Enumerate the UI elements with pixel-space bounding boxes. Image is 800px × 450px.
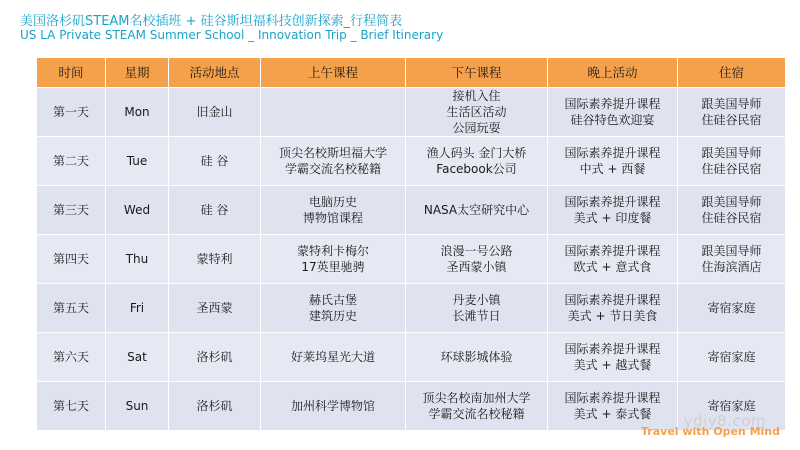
cell-lodging — [678, 186, 786, 235]
table-row — [37, 284, 786, 333]
cell-evening-line: 美式 + 印度餐 — [573, 211, 652, 225]
brand-tagline: Travel with Open Mind — [641, 425, 780, 438]
cell-weekday: Mon — [106, 88, 169, 137]
cell-afternoon — [406, 137, 548, 186]
cell-evening — [548, 333, 678, 382]
table-row — [37, 137, 786, 186]
cell-lodging-line: 住海滨酒店 — [701, 260, 762, 274]
column-header-morning: 上午课程 — [261, 58, 406, 88]
cell-weekday: Fri — [106, 284, 169, 333]
cell-evening-line: 硅谷特色欢迎宴 — [570, 113, 655, 127]
cell-evening — [548, 284, 678, 333]
page-subtitle: US LA Private STEAM Summer School _ Innovation Trip _ Brief Itinerary — [20, 28, 444, 42]
cell-morning — [261, 382, 406, 431]
cell-day: 第七天 — [37, 382, 106, 431]
cell-afternoon-line: NASA太空研究中心 — [423, 203, 530, 217]
table-row — [37, 235, 786, 284]
cell-evening — [548, 235, 678, 284]
cell-afternoon — [406, 284, 548, 333]
cell-evening-line: 国际素养提升课程 — [564, 293, 661, 307]
cell-weekday: Tue — [106, 137, 169, 186]
cell-location: 洛杉矶 — [169, 382, 261, 431]
table-row — [37, 88, 786, 137]
cell-morning-line: 顶尖名校斯坦福大学 — [278, 146, 387, 160]
cell-lodging-line: 住硅谷民宿 — [701, 211, 762, 225]
cell-lodging-line: 寄宿家庭 — [707, 350, 756, 364]
cell-evening-line: 美式 + 越式餐 — [573, 358, 652, 372]
cell-lodging-line: 住硅谷民宿 — [701, 113, 762, 127]
cell-day: 第六天 — [37, 333, 106, 382]
cell-afternoon-line: 浪漫一号公路 — [440, 244, 513, 258]
cell-afternoon-line: 接机入住 — [452, 89, 501, 103]
cell-afternoon — [406, 235, 548, 284]
cell-afternoon — [406, 88, 548, 137]
cell-afternoon-line: 顶尖名校南加州大学 — [422, 391, 531, 405]
cell-lodging-line: 寄宿家庭 — [707, 301, 756, 315]
cell-evening-line: 中式 + 西餐 — [579, 162, 646, 176]
column-header-afternoon: 下午课程 — [406, 58, 548, 88]
cell-weekday: Thu — [106, 235, 169, 284]
cell-morning — [261, 137, 406, 186]
cell-lodging-line: 跟美国导师 — [701, 97, 762, 111]
cell-lodging-line: 跟美国导师 — [701, 146, 762, 160]
cell-evening-line: 欧式 + 意式食 — [573, 260, 652, 274]
cell-evening-line: 美式 + 泰式餐 — [573, 407, 652, 421]
cell-afternoon-line: Facebook公司 — [436, 162, 517, 176]
cell-evening — [548, 88, 678, 137]
cell-morning-line: 赫氏古堡 — [308, 293, 357, 307]
cell-afternoon-line: 丹麦小镇 — [452, 293, 501, 307]
cell-location: 硅 谷 — [169, 186, 261, 235]
cell-evening-line: 国际素养提升课程 — [564, 391, 661, 405]
table-header-row — [37, 58, 786, 88]
cell-afternoon — [406, 333, 548, 382]
cell-lodging-line: 住硅谷民宿 — [701, 162, 762, 176]
cell-morning-line: 好莱坞星光大道 — [290, 350, 375, 364]
table-row — [37, 333, 786, 382]
cell-lodging — [678, 88, 786, 137]
cell-morning — [261, 284, 406, 333]
cell-morning-line: 学霸交流名校秘籍 — [284, 162, 381, 176]
cell-evening-line: 美式 + 节日美食 — [567, 309, 658, 323]
cell-evening — [548, 137, 678, 186]
cell-day: 第五天 — [37, 284, 106, 333]
cell-lodging-line: 跟美国导师 — [701, 244, 762, 258]
cell-morning-line: 建筑历史 — [308, 309, 357, 323]
cell-lodging — [678, 235, 786, 284]
cell-weekday: Wed — [106, 186, 169, 235]
cell-day: 第二天 — [37, 137, 106, 186]
cell-morning-line: 电脑历史 — [308, 195, 357, 209]
cell-day: 第四天 — [37, 235, 106, 284]
cell-lodging — [678, 333, 786, 382]
cell-day: 第一天 — [37, 88, 106, 137]
itinerary-table-body — [37, 88, 786, 431]
cell-morning-line: 蒙特利卡梅尔 — [296, 244, 369, 258]
itinerary-table — [36, 57, 786, 431]
cell-location: 蒙特利 — [169, 235, 261, 284]
table-row — [37, 186, 786, 235]
cell-location: 圣西蒙 — [169, 284, 261, 333]
cell-morning — [261, 186, 406, 235]
cell-evening-line: 国际素养提升课程 — [564, 244, 661, 258]
cell-weekday: Sat — [106, 333, 169, 382]
column-header-time: 时间 — [37, 58, 106, 88]
cell-morning-line: 博物馆课程 — [302, 211, 363, 225]
cell-afternoon-line: 圣西蒙小镇 — [446, 260, 507, 274]
cell-lodging-line: 寄宿家庭 — [707, 399, 756, 413]
cell-evening-line: 国际素养提升课程 — [564, 146, 661, 160]
cell-morning-line: 加州科学博物馆 — [290, 399, 375, 413]
column-header-lodging: 住宿 — [678, 58, 786, 88]
cell-afternoon-line: 生活区活动 — [446, 105, 507, 119]
watermark: ydiy8.com — [683, 412, 766, 430]
cell-weekday: Sun — [106, 382, 169, 431]
cell-afternoon-line: 长滩节日 — [452, 309, 501, 323]
cell-morning — [261, 235, 406, 284]
cell-location: 旧金山 — [169, 88, 261, 137]
cell-evening — [548, 382, 678, 431]
cell-afternoon-line: 学霸交流名校秘籍 — [428, 407, 525, 421]
cell-afternoon-line: 公园玩耍 — [452, 121, 501, 135]
cell-lodging-line: 跟美国导师 — [701, 195, 762, 209]
cell-location: 洛杉矶 — [169, 333, 261, 382]
cell-evening-line: 国际素养提升课程 — [564, 342, 661, 356]
column-header-weekday: 星期 — [106, 58, 169, 88]
cell-evening-line: 国际素养提升课程 — [564, 195, 661, 209]
cell-lodging — [678, 284, 786, 333]
column-header-evening: 晚上活动 — [548, 58, 678, 88]
page-title: 美国洛杉矶STEAM名校插班 + 硅谷斯坦福科技创新探索_行程简表 — [20, 14, 403, 29]
cell-afternoon-line: 环球影城体验 — [440, 350, 513, 364]
column-header-location: 活动地点 — [169, 58, 261, 88]
cell-morning-line: 17英里驰骋 — [301, 260, 365, 274]
cell-lodging — [678, 137, 786, 186]
cell-afternoon-line: 渔人码头 金门大桥 — [426, 146, 527, 160]
cell-location: 硅 谷 — [169, 137, 261, 186]
table-row — [37, 382, 786, 431]
cell-afternoon — [406, 382, 548, 431]
cell-morning — [261, 333, 406, 382]
cell-evening — [548, 186, 678, 235]
cell-evening-line: 国际素养提升课程 — [564, 97, 661, 111]
cell-morning — [261, 88, 406, 137]
cell-afternoon — [406, 186, 548, 235]
cell-day: 第三天 — [37, 186, 106, 235]
